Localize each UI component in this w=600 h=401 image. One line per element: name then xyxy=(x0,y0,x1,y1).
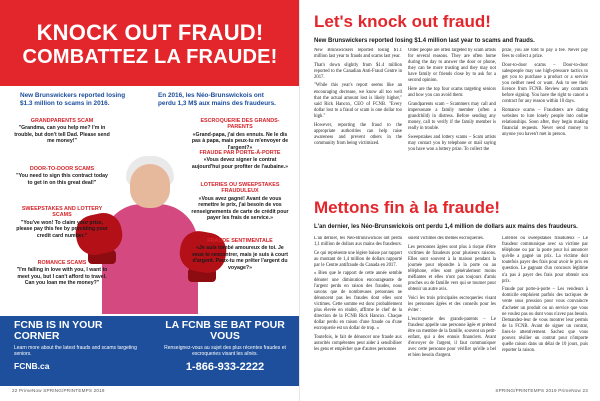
article-title-french: Mettons fin à la fraude! xyxy=(314,198,501,217)
paragraph: However, reporting the fraud to the appropriate authorities can help raise awareness and prevent others in the community from being victimized. xyxy=(314,122,402,146)
scam-quote: "You've won! To claim your prize, please pay this fee by providing your credit card number." xyxy=(16,219,108,239)
scam-title: ESCROQUERIE DES GRANDS-PARENTS xyxy=(200,118,280,131)
paragraph: Older people are often targeted by scam artists for several reasons. They are often home during the day to answer the door or phone, they can be more trusting and they may not have family or friends close by to ask for a second opinion. xyxy=(408,48,496,84)
scam-quote: «Vous avez gagné! Avant de vous remettre le prix, j'ai besoin de vos renseignements de carte de crédit pour payer les frais de service.» xyxy=(191,195,289,222)
fcnb-band-french xyxy=(160,316,290,386)
scam-title: DOOR-TO-DOOR SCAMS xyxy=(29,166,95,172)
page-folio-right: SPRING/PRINTEMPS 2019 PrimeNow 23 xyxy=(495,388,588,393)
article-title-english: Let's knock out fraud! xyxy=(314,12,491,31)
right-page-article xyxy=(300,0,600,401)
scam-item-en xyxy=(14,118,110,145)
article-deck-english: New Brunswickers reported losing $1.4 million last year to scams and frauds. xyxy=(314,38,535,44)
scam-item-en xyxy=(14,166,110,186)
paragraph: Grandparents scam – Scammers may call and impersonate a family member (often a grandchild) in distress. Before sending any money, call to verify if the family member is really in trouble. xyxy=(408,101,496,132)
intro-french: En 2016, les Néo-Brunswickois ont perdu 1,3 M$ aux mains des fraudeurs. xyxy=(158,92,276,107)
paragraph: Ce qui représente une légère baisse par rapport au montant de 1,4 million de dollars rapporté par le Centre antifraude du Canada en 2017. xyxy=(314,250,402,268)
headline-french: COMBATTEZ LA FRAUDE! xyxy=(22,46,278,68)
scam-item-fr xyxy=(190,238,290,271)
paragraph: New Brunswickers reported losing $1.1 million last year to frauds and scams last year. xyxy=(314,48,402,60)
article-column-english-2 xyxy=(408,48,496,196)
scam-title: FRAUDE PAR PORTE-À-PORTE xyxy=(199,150,281,156)
article-column-french-2 xyxy=(408,236,496,386)
paragraph: That's down slightly from $1.4 million reported to the Canadian Anti-Fraud Centre in 2017. xyxy=(314,62,402,80)
scam-item-fr xyxy=(190,182,290,221)
paragraph: Loteries ou sweepstakes frauduleux – Le fraudeur communique avec sa victime par téléphone ou par la poste pour lui annoncer qu'elle a gagné un prix. La victime doit toutefois payer des frais pour avoir le prix en question. Le gagnant d'un concours légitime n'a pas à payer des frais pour obtenir son prix. xyxy=(502,236,588,284)
intro-english: New Brunswickers reported losing $1.3 million to scams in 2016. xyxy=(20,92,126,107)
fcnb-contact-band xyxy=(0,316,300,386)
scam-item-en xyxy=(14,206,110,239)
article-column-french-3 xyxy=(502,236,588,386)
fcnb-website-link[interactable]: FCNB.ca xyxy=(14,361,50,371)
paragraph: Here are the top four scams targeting seniors and how you can avoid them: xyxy=(408,87,496,99)
band-subtitle: Learn more about the latest frauds and scams targeting seniors. xyxy=(14,345,137,357)
scam-title: SWEEPSTAKES AND LOTTERY SCAMS xyxy=(21,206,103,219)
scam-quote: «Grand-papa, j'ai des ennuis. Ne le dis pas à papa, mais peux-tu m'envoyer de l'argent?» xyxy=(191,131,289,151)
fcnb-band-english xyxy=(14,316,144,386)
scam-title: LOTERIES OU SWEEPSTAKES FRAUDULEUX xyxy=(200,182,280,195)
paragraph: L'an dernier, les Néo-Brunswickois ont perdu 1,1 million de dollars aux mains des fraudeurs. xyxy=(314,236,402,248)
band-subtitle: Renseignez-vous au sujet des plus récentes fraudes et escroqueries visant les aînés. xyxy=(164,345,286,357)
scam-item-en xyxy=(14,260,110,287)
paragraph: « Bien que le rapport de cette année semble dénoter une diminution encourageante de l'argent perdu en raison des fraudes, nous savons que de nombreuses personnes ne dénoncent pas les fraudes dont elles sont victimes. Cette somme est donc probablement plus élevée en réalité, affirme le chef de la direction de la FCNB Rick Hancox. Chaque dollar perdu en raison d'une fraude ou d'une escroquerie est un dollar de trop. » xyxy=(314,271,402,332)
fcnb-phone-number[interactable]: 1-866-933-2222 xyxy=(185,361,265,373)
scam-quote: «Je suis tombé amoureux de toi. Je veux te rencontrer, mais je suis à court d'argent. Peux-tu me prêter l'argent du voyage?» xyxy=(191,245,288,271)
article-column-english-1 xyxy=(314,48,402,196)
scam-quote: "You need to sign this contract today to get in on this great deal!" xyxy=(16,173,108,186)
headline-english: KNOCK OUT FRAUD! xyxy=(36,20,264,45)
paragraph: "While this year's report seems like an encouraging decrease, we know all too well that the actual amount lost is likely higher," said Rick Hancox, CEO of FCNB. "Every dollar lost to a fraud or scam is one dollar too high." xyxy=(314,83,402,119)
page-folio-left: 22 PrimeNow SPRING/PRINTEMPS 2019 xyxy=(12,388,105,393)
paragraph: prize, you are told to pay a fee. Never pay fees to collect a prize. xyxy=(502,48,588,60)
article-column-french-1 xyxy=(314,236,402,386)
band-title: FCNB IS IN YOUR CORNER xyxy=(14,319,103,342)
scam-item-fr xyxy=(190,118,290,151)
scam-title: FRAUDE SENTIMENTALE xyxy=(207,238,273,244)
band-title: LA FCNB SE BAT POUR VOUS xyxy=(165,319,285,342)
photo-face-shape xyxy=(130,164,170,208)
article-deck-french: L'an dernier, les Néo-Brunswickois ont perdu 1,4 million de dollars aux mains des fraudeurs. xyxy=(314,224,578,230)
paragraph: soient victimes des mêmes escroqueries. xyxy=(408,236,484,241)
scam-quote: «Vous devez signer le contrat aujourd'hui pour profiter de l'aubaine.» xyxy=(191,157,289,170)
article-column-english-3 xyxy=(502,48,588,196)
scam-title: ROMANCE SCAMS xyxy=(37,260,87,266)
paragraph: Les personnes âgées sont plus à risque d'être victimes de fraudeurs pour plusieurs raisons. Elles sont souvent à la maison pendant la journée pour répondre à la porte ou au téléphone, elles sont généralement moins méfiantes et elles n'ont pas toujours d'amis proches ou de famille vers qui se tourner pour obtenir un autre avis. xyxy=(408,244,496,293)
scam-title: GRANDPARENTS SCAM xyxy=(30,118,94,124)
paragraph: L'escroquerie des grands-parents – Le fraudeur appelle une personne âgée et prétend être un membre de la famille, souvent un petit-enfant, qui a des ennuis financiers. Avant d'envoyer de l'argent, il faut communiquer avec cette personne pour vérifier qu'elle a bel et bien besoin d'argent. xyxy=(408,316,496,359)
paragraph: Sweepstakes and lottery scams – Scam artists may contact you by telephone or mail saying you have won a lottery prize. To collect the xyxy=(408,134,496,152)
paragraph: Romance scams – Fraudsters are dating websites to lure lonely people into online relationships. Soon after, they begin making financial requests. Never send money to anyone you haven't met in person. xyxy=(502,107,588,138)
scam-item-fr xyxy=(190,150,290,170)
paragraph: Toutefois, le fait de dénoncer une fraude aux autorités compétentes peut aider à sensibiliser les gens et empêcher que d'autres personnes xyxy=(314,334,402,353)
scam-quote: "I'm falling in love with you, I want to meet you, but I can't afford to travel. Can you loan me the money?" xyxy=(16,267,108,287)
paragraph: Door-to-door scams – Door-to-door salespeople may use high-pressure tactics to get you to purchase a product or a service you neither need or want. Ask to see their licence from FCNB. Review any contracts before signing. You have the right to cancel a contract for any reason within 10 days. xyxy=(502,62,588,105)
scam-quote: "Grandma, can you help me? I'm in trouble, but don't tell Dad. Please send me money!" xyxy=(14,125,110,145)
paragraph: Voici les trois principales escroqueries visant les personnes âgées et des conseils pour les éviter : xyxy=(408,295,496,314)
headline-banner xyxy=(0,0,300,86)
paragraph: Fraude par porte-à-porte – Les vendeurs à domicile emploient parfois des tactiques de vente sous pression pour vous convaincre d'acheter un produit ou un service que vous ne voulez pas ou dont vous n'avez pas besoin. Demandez-leur de vous montrer leur permis de la FCNB. Avant de signer un contrat, lisez-le attentivement. Sachez que vous pouvez résilier un contrat pour n'importe quelle raison dans un délai de 10 jours, puis reporter la raison. xyxy=(502,287,588,354)
